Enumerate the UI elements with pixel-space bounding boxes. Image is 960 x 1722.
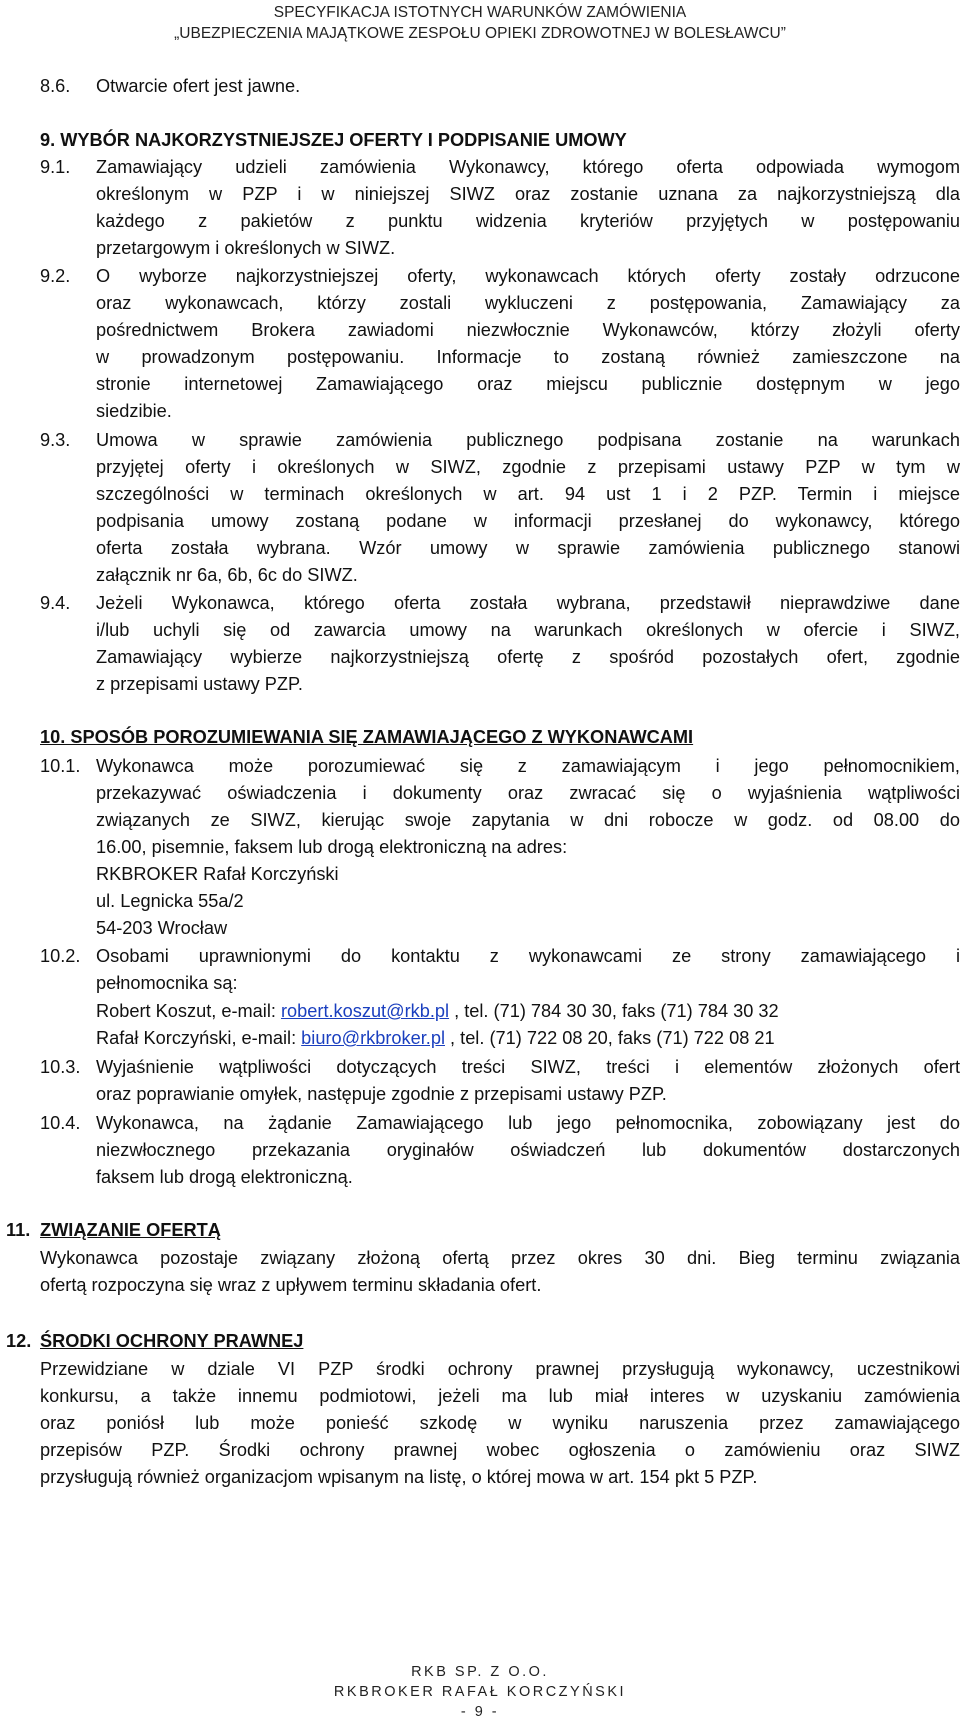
paragraph-line: Zamawiający udzieli zamówienia Wykonawcy, którego oferta odpowiada wymogom: [96, 157, 960, 177]
paragraph-line: przyjętej oferty i określonych w SIWZ, zgodnie z przepisami ustawy PZP w tym w: [96, 457, 960, 477]
address-line: 54-203 Wrocław: [96, 918, 228, 938]
paragraph-line: przepisów PZP. Środki ochrony prawnej wobec ogłoszenia o zamówieniu oraz SIWZ: [40, 1440, 960, 1460]
paragraph-line: oraz wykonawcach, którzy zostali wykluczeni z postępowania, Zamawiający za: [96, 293, 960, 313]
paragraph-line: pełnomocnika są:: [96, 973, 238, 993]
page-footer: [0, 1662, 960, 1722]
paragraph-line: Jeżeli Wykonawca, którego oferta została wybrana, przedstawił nieprawdziwe dane: [96, 593, 960, 613]
item-number: 9.4.: [40, 593, 71, 613]
item-number: 10.3.: [40, 1057, 81, 1077]
page-number: - 9 -: [460, 1704, 500, 1720]
contact-line-1: [96, 1001, 779, 1022]
paragraph-line: oferta została wybrana. Wzór umowy w sprawie zamówienia publicznego stanowi: [96, 538, 960, 558]
contact-prefix: Rafał Korczyński, e-mail:: [96, 1028, 302, 1048]
section-number-11: 11.: [6, 1220, 31, 1240]
paragraph-line: podpisania umowy zostaną podane w informacji przesłanej do wykonawcy, którego: [96, 511, 960, 531]
address-line: ul. Legnicka 55a/2: [96, 891, 244, 911]
header-title: SPECYFIKACJA ISTOTNYCH WARUNKÓW ZAMÓWIENIA: [273, 4, 687, 21]
footer-broker: RKBROKER RAFAŁ KORCZYŃSKI: [333, 1684, 627, 1700]
paragraph-line: w prowadzonym postępowaniu. Informacje to zostaną również zamieszczone na: [96, 347, 960, 367]
paragraph-line: stronie internetowej Zamawiającego oraz miejscu publicznie dostępnym w jego: [96, 374, 960, 394]
page-header: [0, 2, 960, 44]
item-number: 9.1.: [40, 157, 71, 177]
paragraph-line: Wykonawca, na żądanie Zamawiającego lub jego pełnomocnika, zobowiązany jest do: [96, 1113, 960, 1133]
contact-suffix: , tel. (71) 722 08 20, faks (71) 722 08 21: [444, 1028, 775, 1048]
email-link[interactable]: biuro@rkbroker.pl: [301, 1028, 445, 1048]
item-text: Otwarcie ofert jest jawne.: [96, 76, 301, 96]
paragraph-line: przysługują również organizacjom wpisanym na listę, o której mowa w art. 154 pkt 5 PZP.: [40, 1467, 758, 1487]
contact-line-2: [96, 1028, 775, 1049]
contact-prefix: Robert Koszut, e-mail:: [96, 1001, 281, 1021]
paragraph-line: przetargowym i określonych w SIWZ.: [96, 238, 396, 258]
paragraph-line: faksem lub drogą elektroniczną.: [96, 1167, 353, 1187]
address-line: RKBROKER Rafał Korczyński: [96, 864, 339, 884]
paragraph-line: Osobami uprawnionymi do kontaktu z wykonawcami ze strony zamawiającego i: [96, 946, 960, 966]
paragraph-line: Wyjaśnienie wątpliwości dotyczących treści SIWZ, treści i elementów złożonych ofert: [96, 1057, 960, 1077]
item-number: 9.3.: [40, 430, 71, 450]
item-number: 10.2.: [40, 946, 81, 966]
section-heading-10: 10. SPOSÓB POROZUMIEWANIA SIĘ ZAMAWIAJĄCEGO Z WYKONAWCAMI: [40, 727, 694, 747]
email-link[interactable]: robert.koszut@rkb.pl: [280, 1001, 450, 1021]
paragraph-line: konkursu, a także innemu podmiotowi, jeżeli ma lub miał interes w uzyskaniu zamówienia: [40, 1386, 960, 1406]
paragraph-line: związanych ze SIWZ, kierując swoje zapytania w dni robocze w godz. od 08.00 do: [96, 810, 960, 830]
paragraph-line: Wykonawca pozostaje związany złożoną ofertą przez okres 30 dni. Bieg terminu związania: [40, 1248, 960, 1268]
paragraph-line: ofertą rozpoczyna się wraz z upływem terminu składania ofert.: [40, 1275, 542, 1295]
section-number-12: 12.: [6, 1331, 32, 1351]
paragraph-line: oraz poniósł lub może ponieść szkodę w wyniku naruszenia przez zamawiającego: [40, 1413, 960, 1433]
paragraph-line: określonym w PZP i w niniejszej SIWZ oraz zostanie uznana za najkorzystniejszą dla: [96, 184, 960, 204]
section-heading-12: ŚRODKI OCHRONY PRAWNEJ: [40, 1331, 304, 1351]
paragraph-line: O wyborze najkorzystniejszej oferty, wykonawcach których oferty zostały odrzucone: [96, 266, 960, 286]
paragraph-line: i/lub uchyli się od zawarcia umowy na warunkach określonych w ofercie i SIWZ,: [96, 620, 960, 640]
paragraph-line: przekazywać oświadczenia i dokumenty oraz zwracać się o wyjaśnienia wątpliwości: [96, 783, 960, 803]
paragraph-line: Umowa w sprawie zamówienia publicznego podpisana zostanie na warunkach: [96, 430, 960, 450]
paragraph-line: szczególności w terminach określonych w art. 94 ust 1 i 2 PZP. Termin i miejsce: [96, 484, 960, 504]
paragraph-line: Zamawiający wybierze najkorzystniejszą ofertę z spośród pozostałych ofert, zgodnie: [96, 647, 960, 667]
section-heading-11: ZWIĄZANIE OFERTĄ: [40, 1220, 221, 1240]
paragraph-line: siedzibie.: [96, 401, 172, 421]
item-number: 10.4.: [40, 1113, 81, 1133]
contact-suffix: , tel. (71) 784 30 30, faks (71) 784 30 32: [449, 1001, 779, 1021]
paragraph-line: załącznik nr 6a, 6b, 6c do SIWZ.: [96, 565, 358, 585]
paragraph-line: 16.00, pisemnie, faksem lub drogą elektroniczną na adres:: [96, 837, 568, 857]
paragraph-line: niezwłocznego przekazania oryginałów oświadczeń lub dokumentów dostarczonych: [96, 1140, 960, 1160]
item-number: 8.6.: [40, 76, 71, 96]
section-heading-9: 9. WYBÓR NAJKORZYSTNIEJSZEJ OFERTY I PODPISANIE UMOWY: [40, 130, 627, 150]
item-number: 10.1.: [40, 756, 81, 776]
paragraph-line: Przewidziane w dziale VI PZP środki ochrony prawnej przysługują wykonawcy, uczestnikowi: [40, 1359, 960, 1379]
paragraph-line: Wykonawca może porozumiewać się z zamawiającym i jego pełnomocnikiem,: [96, 756, 960, 776]
paragraph-line: z przepisami ustawy PZP.: [96, 674, 303, 694]
footer-company: RKB SP. Z O.O.: [411, 1664, 549, 1680]
paragraph-line: oraz poprawianie omyłek, następuje zgodnie z przepisami ustawy PZP.: [96, 1084, 667, 1104]
paragraph-line: każdego z pakietów z punktu widzenia kryteriów przyjętych w postępowaniu: [96, 211, 960, 231]
item-number: 9.2.: [40, 266, 71, 286]
header-subtitle: „UBEZPIECZENIA MAJĄTKOWE ZESPOŁU OPIEKI ZDROWOTNEJ W BOLESŁAWCU”: [174, 25, 786, 42]
paragraph-line: pośrednictwem Brokera zawiadomi niezwłocznie Wykonawców, którzy złożyli oferty: [96, 320, 960, 340]
